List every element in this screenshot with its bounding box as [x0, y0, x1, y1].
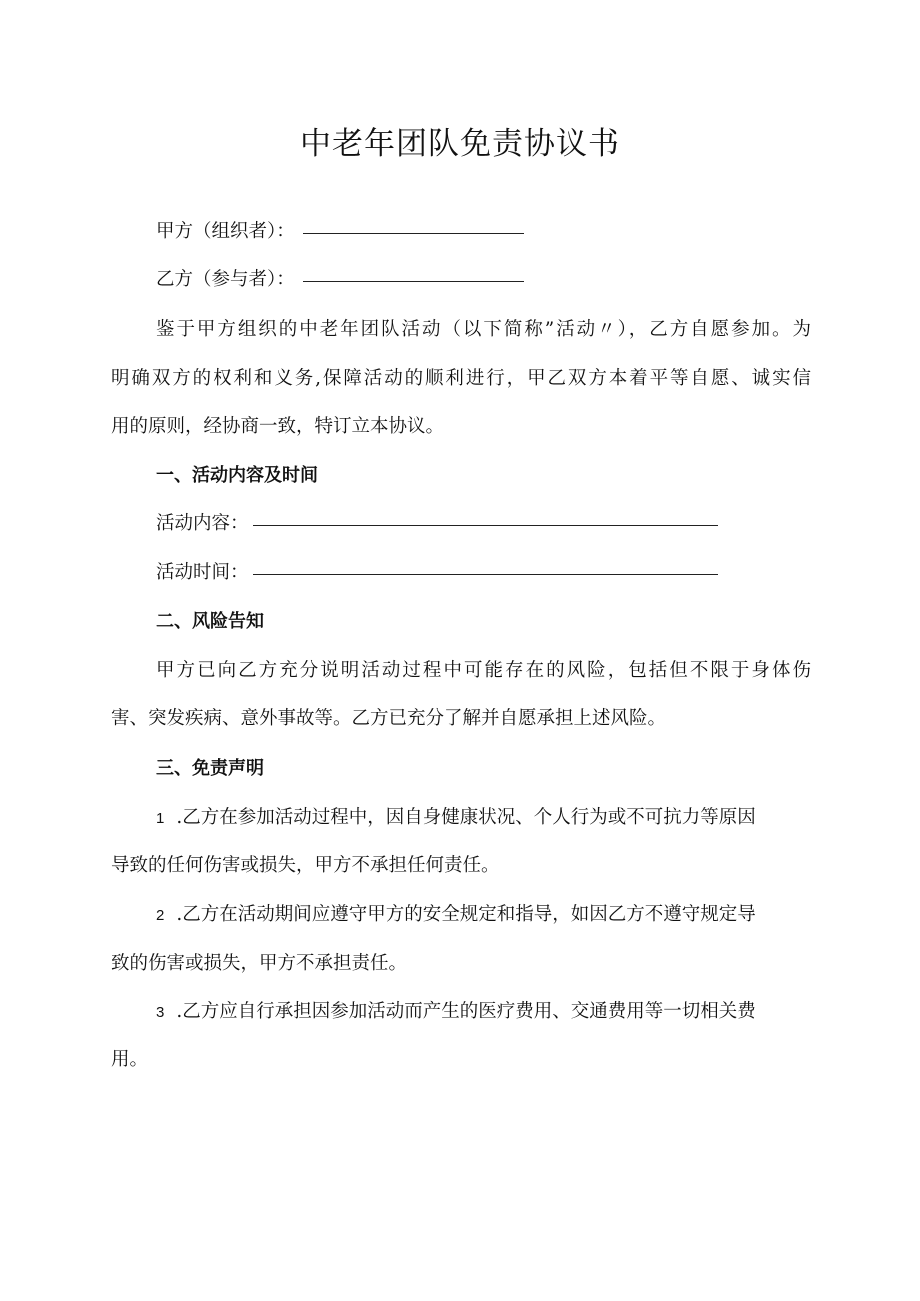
- document-title: 中老年团队免责协议书: [300, 126, 620, 162]
- party-a-label: 甲方（组织者）：: [156, 221, 295, 242]
- party-a-line: [156, 219, 811, 245]
- intro-line-3: 用的原则，经协商一致，特订立本协议。: [111, 416, 445, 437]
- clause-2-number: 2: [156, 907, 165, 924]
- activity-content-line: [156, 511, 811, 537]
- section2-heading: 二、风险告知: [156, 611, 264, 632]
- clause-1-line-2: 导致的任何伤害或损失，甲方不承担任何责任。: [111, 855, 500, 876]
- risk-line-2: 害、突发疾病、意外事故等。乙方已充分了解并自愿承担上述风险。: [111, 708, 667, 729]
- clause-3-number: 3: [156, 1004, 165, 1021]
- intro-line-2: 明确双方的权利和义务,保障活动的顺利进行，甲乙双方本着平等自愿、诚实信: [111, 368, 811, 389]
- activity-time-label: 活动时间：: [156, 562, 249, 583]
- clause-2-line-2: 致的伤害或损失，甲方不承担责任。: [111, 953, 408, 974]
- party-a-blank: [303, 232, 524, 234]
- activity-time-line: [156, 560, 811, 586]
- clause-3-line-1: [156, 999, 811, 1026]
- clause-3-line-2: 用。: [111, 1049, 149, 1070]
- activity-content-label: 活动内容：: [156, 513, 249, 534]
- activity-content-blank: [253, 524, 718, 526]
- clause-1-line-1: [156, 805, 811, 832]
- activity-time-blank: [253, 573, 718, 575]
- clause-1-number: 1: [156, 810, 165, 827]
- intro-line-1: 鉴于甲方组织的中老年团队活动（以下简称”活动〃），乙方自愿参加。为: [156, 319, 811, 340]
- risk-line-1: 甲方已向乙方充分说明活动过程中可能存在的风险，包括但不限于身体伤: [156, 660, 811, 681]
- section1-heading: 一、活动内容及时间: [156, 465, 318, 486]
- clause-2-line-1: [156, 902, 811, 929]
- section3-heading: 三、免责声明: [156, 758, 264, 779]
- clause-2-text: .乙方在活动期间应遵守甲方的安全规定和指导，如因乙方不遵守规定导: [176, 904, 756, 925]
- party-b-line: [156, 267, 811, 293]
- party-b-label: 乙方（参与者）：: [156, 269, 295, 290]
- clause-3-text: .乙方应自行承担因参加活动而产生的医疗费用、交通费用等一切相关费: [176, 1001, 756, 1022]
- clause-1-text: .乙方在参加活动过程中，因自身健康状况、个人行为或不可抗力等原因: [176, 807, 756, 828]
- party-b-blank: [303, 280, 524, 282]
